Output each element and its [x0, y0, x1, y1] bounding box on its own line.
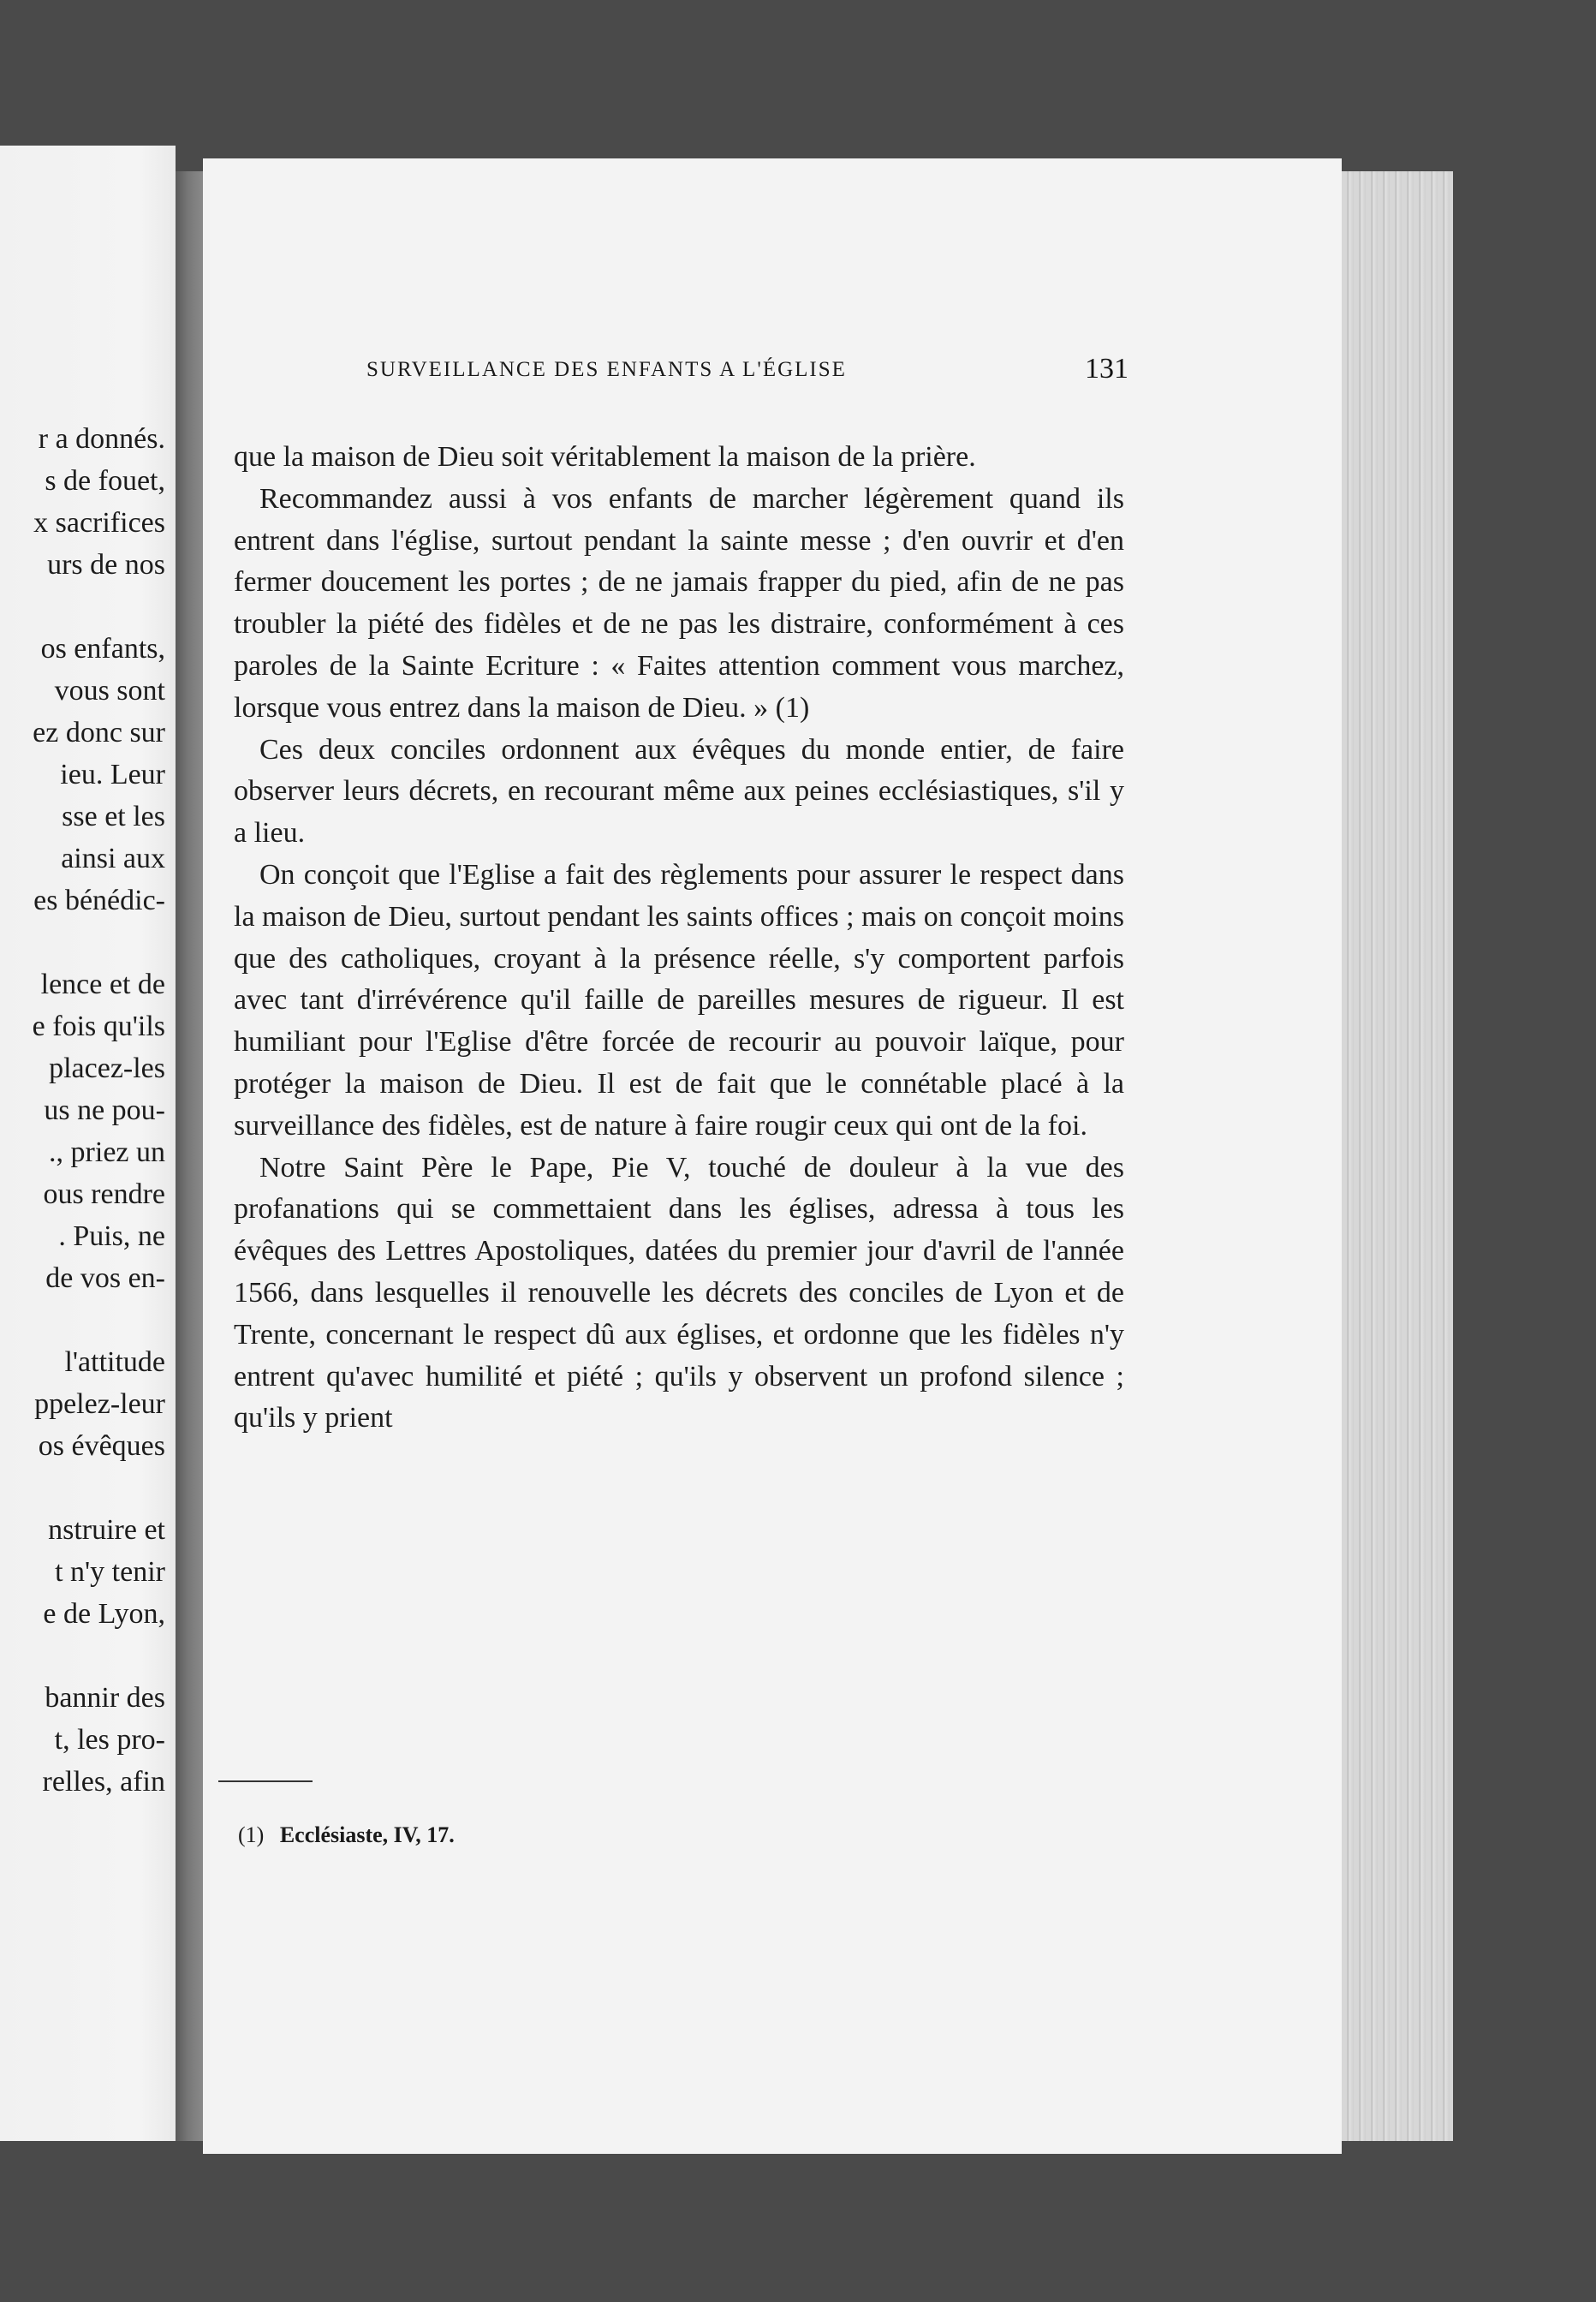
left-page-line: l'attitude [64, 1346, 165, 1378]
left-page-blank-line [33, 1635, 165, 1677]
footnote-marker: (1) [238, 1822, 265, 1847]
left-page-blank-line [33, 1467, 165, 1509]
paragraph-continuation: que la maison de Dieu soit véritablement la maison de la prière. [234, 441, 976, 473]
left-page-line: os évêques [38, 1430, 165, 1462]
footnote-text: Ecclésiaste, IV, 17. [279, 1822, 455, 1847]
left-page-line: e de Lyon, [43, 1598, 165, 1630]
left-page-blank-line [33, 586, 165, 628]
left-page-line: ieu. Leur [60, 759, 165, 790]
left-page-line: ppelez-leur [34, 1388, 165, 1420]
paragraph: Ces deux conciles ordonnent aux évêques du monde entier, de faire observer leurs décrets, en recourant même aux peines ecclésiastiques, s'il y a lieu. [234, 733, 1124, 850]
left-page-line: urs de nos [47, 549, 165, 581]
left-page-blank-line [33, 921, 165, 963]
footnote-rule [218, 1780, 313, 1782]
left-page-line: es bénédic- [33, 885, 165, 916]
body-text [234, 437, 1124, 1440]
left-page-line: x sacrifices [33, 507, 165, 539]
footnote [238, 1822, 455, 1848]
left-page-line: placez-les [49, 1053, 165, 1084]
left-page-line: lence et de [40, 969, 165, 1000]
running-title: SURVEILLANCE DES ENFANTS A L'ÉGLISE [366, 358, 847, 381]
left-page-line: sse et les [62, 801, 165, 832]
left-page-line: vous sont [54, 675, 165, 707]
left-page-line: ez donc sur [33, 717, 165, 748]
paragraph: On conçoit que l'Eglise a fait des règlements pour assurer le respect dans la maison de Dieu, surtout pendant les saints offices ; mais on conçoit moins que des catholiques, croyant à la présence réelle, s'y comportent parfois avec tant d'irrévérence qu'il faille de pareilles mesures de rigueur. Il est humiliant pour l'Eglise d'être forcée de recourir au pouvoir laïque, pour protéger la maison de Dieu. Il est de fait que le connétable placé à la surveillance des fidèles, est de nature à faire rougir ceux qui ont de la foi. [234, 858, 1124, 1142]
left-page-line: e fois qu'ils [32, 1011, 165, 1042]
left-page-line: s de fouet, [45, 465, 165, 497]
left-page-line: us ne pou- [44, 1094, 165, 1126]
left-page-line: r a donnés. [38, 423, 165, 455]
left-page-line: bannir des [45, 1682, 165, 1714]
left-page-line: . Puis, ne [58, 1220, 165, 1252]
paragraph: Recommandez aussi à vos enfants de marcher légèrement quand ils entrent dans l'église, surtout pendant la sainte messe ; d'en ouvrir et d'en fermer doucement les portes ; de ne jamais frapper du pied, afin de ne pas troubler la piété des fidèles et de ne pas les distraire, conformément à ces paroles de la Sainte Ecriture : « Faites attention comment vous marchez, lorsque vous entrez dans la maison de Dieu. » (1) [234, 482, 1124, 724]
paragraph: Notre Saint Père le Pape, Pie V, touché de douleur à la vue des profanations qui se commettaient dans les églises, adressa à tous les évêques des Lettres Apostoliques, datées du premier jour d'avril de l'année 1566, dans lesquelles il renouvelle les décrets des conciles de Lyon et de Trente, concernant le respect dû aux églises, et ordonne que les fidèles n'y entrent qu'avec humilité et piété ; qu'ils y observent un profond silence ; qu'ils y prient [234, 1151, 1124, 1434]
left-page-line: relles, afin [42, 1766, 165, 1798]
left-page-line: de vos en- [45, 1262, 165, 1294]
page-edges [1342, 171, 1453, 2141]
left-page-line: ous rendre [43, 1178, 165, 1210]
left-page-line: t, les pro- [54, 1724, 165, 1756]
left-page-blank-line [33, 1299, 165, 1341]
running-head [366, 353, 1129, 396]
page-number: 131 [1085, 353, 1129, 385]
left-page-line: ainsi aux [61, 843, 165, 874]
left-page-line: t n'y tenir [55, 1556, 165, 1588]
left-page-line: ., priez un [49, 1136, 165, 1168]
left-page-line: nstruire et [48, 1514, 165, 1546]
left-page-line: os enfants, [40, 633, 165, 665]
left-facing-page [0, 146, 176, 2141]
book-gutter [176, 171, 203, 2141]
left-page-text-fragments [33, 418, 165, 1803]
